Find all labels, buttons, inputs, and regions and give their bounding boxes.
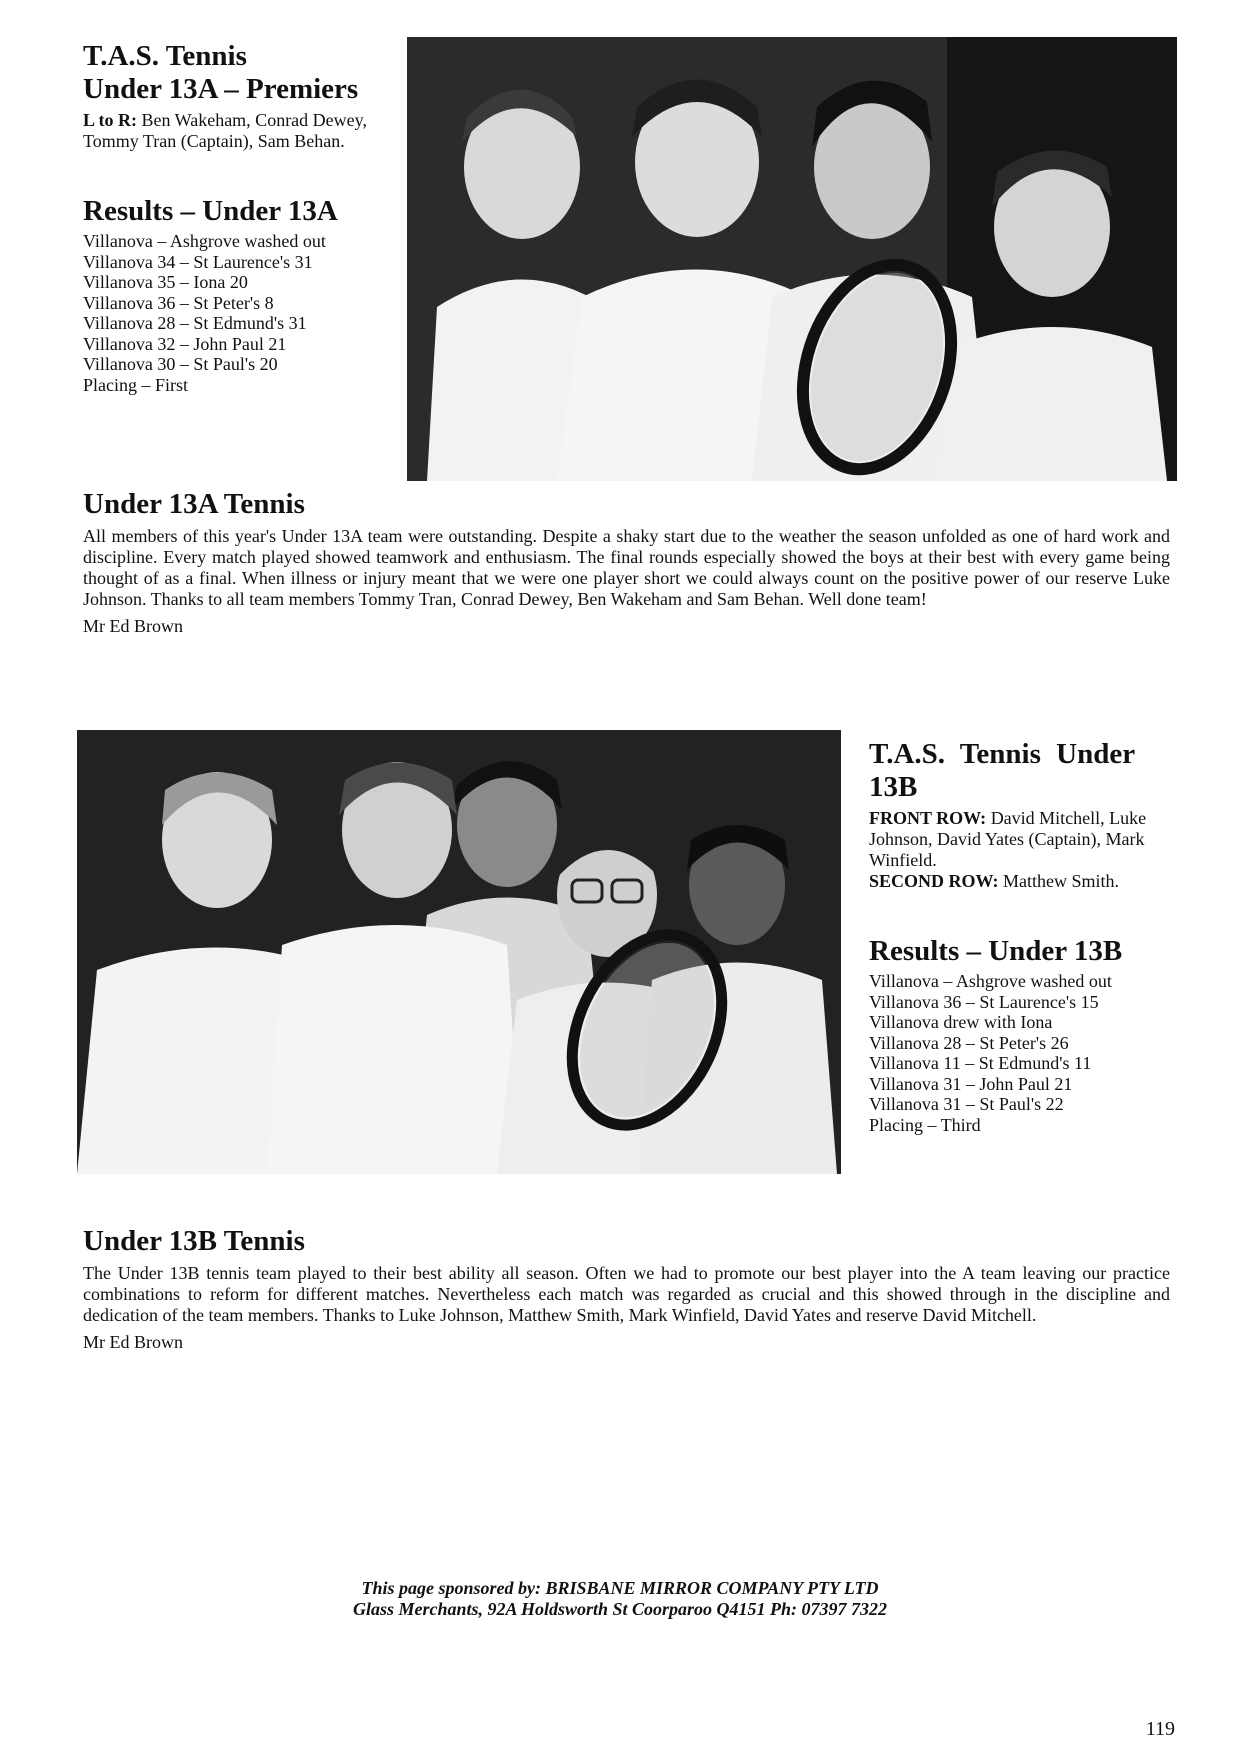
u13b-report-heading: Under 13B Tennis <box>83 1225 305 1257</box>
u13b-second-row-label: SECOND ROW: <box>869 871 999 891</box>
result-item: Villanova 32 – John Paul 21 <box>83 333 287 354</box>
result-item: Villanova 28 – St Edmund's 31 <box>83 313 307 333</box>
result-item: Villanova 31 – John Paul 21 <box>869 1073 1073 1094</box>
u13b-results-heading: Results – Under 13B <box>869 935 1123 967</box>
u13a-caption-label: L to R: <box>83 110 137 130</box>
u13a-caption-line2: Tommy Tran (Captain), Sam Behan. <box>83 131 345 151</box>
u13b-team-photo <box>77 730 841 1174</box>
result-item: Villanova drew with Iona <box>869 1012 1053 1032</box>
result-item: Villanova 35 – Iona 20 <box>83 272 248 292</box>
result-item: Villanova 36 – St Peter's 8 <box>83 292 274 313</box>
u13a-caption <box>83 110 403 152</box>
u13b-caption <box>869 808 1174 892</box>
result-item: Villanova 34 – St Laurence's 31 <box>83 251 313 272</box>
u13a-results-list <box>83 231 413 395</box>
result-item: Villanova 28 – St Peter's 26 <box>869 1032 1069 1053</box>
result-item: Placing – Third <box>869 1114 981 1135</box>
u13b-results-list <box>869 971 1179 1135</box>
u13b-front-row-text: David Mitchell, Luke Johnson, David Yates (Captain), Mark Winfield. <box>869 808 1147 870</box>
u13b-front-row-label: FRONT ROW: <box>869 808 987 828</box>
result-item: Villanova – Ashgrove washed out <box>869 971 1112 991</box>
u13a-report-heading: Under 13A Tennis <box>83 488 305 520</box>
u13a-title-line1: T.A.S. Tennis <box>83 40 247 72</box>
u13b-title: T.A.S. Tennis Under 13B <box>869 738 1135 803</box>
u13b-second-row-text: Matthew Smith. <box>1003 871 1120 891</box>
sponsor-line1: This page sponsored by: BRISBANE MIRROR COMPANY PTY LTD <box>361 1578 879 1598</box>
u13b-results-block <box>869 935 1179 1135</box>
u13a-team-photo <box>407 37 1177 481</box>
u13a-caption-line1: Ben Wakeham, Conrad Dewey, <box>141 110 367 130</box>
result-item: Villanova 31 – St Paul's 22 <box>869 1094 1064 1114</box>
u13b-caption-block <box>869 738 1174 892</box>
result-item: Villanova 36 – St Laurence's 15 <box>869 991 1099 1012</box>
sponsor-line2: Glass Merchants, 92A Holdsworth St Coorparoo Q4151 Ph: 07397 7322 <box>352 1599 888 1619</box>
u13b-report-author: Mr Ed Brown <box>83 1332 183 1352</box>
result-item: Placing – First <box>83 374 189 395</box>
u13a-report-text: All members of this year's Under 13A team were outstanding. Despite a shaky start due to the weather the season unfolded as one of hard work and discipline. Every match played showed teamwork and enthusiasm. The final rounds especially showed the boys at their best with every game being thought of as a final. When illness or injury meant that we were one player short we could always count on the positive power of our reserve Luke Johnson. Thanks to all team members Tommy Tran, Conrad Dewey, Ben Wakeham and Sam Behan. Well done team! <box>83 526 1170 609</box>
u13b-report <box>83 1225 1170 1353</box>
u13a-report <box>83 488 1170 637</box>
page-number: 119 <box>1145 1718 1175 1740</box>
u13a-report-author: Mr Ed Brown <box>83 616 183 636</box>
result-item: Villanova – Ashgrove washed out <box>83 231 326 251</box>
result-item: Villanova 30 – St Paul's 20 <box>83 354 278 374</box>
u13b-report-text: The Under 13B tennis team played to their best ability all season. Often we had to promote our best player into the A team leaving our practice combinations to reform for different matches. Nevertheless each match was regarded as crucial and this showed through in the discipline and dedication of the team members. Thanks to Luke Johnson, Matthew Smith, Mark Winfield, David Yates and reserve David Mitchell. <box>83 1263 1170 1325</box>
sponsor-block <box>200 1578 1040 1620</box>
u13a-title-block <box>83 40 403 152</box>
u13a-results-block <box>83 195 413 395</box>
u13a-title-line2: Under 13A – Premiers <box>83 73 359 105</box>
result-item: Villanova 11 – St Edmund's 11 <box>869 1053 1092 1073</box>
u13a-results-heading: Results – Under 13A <box>83 195 338 227</box>
